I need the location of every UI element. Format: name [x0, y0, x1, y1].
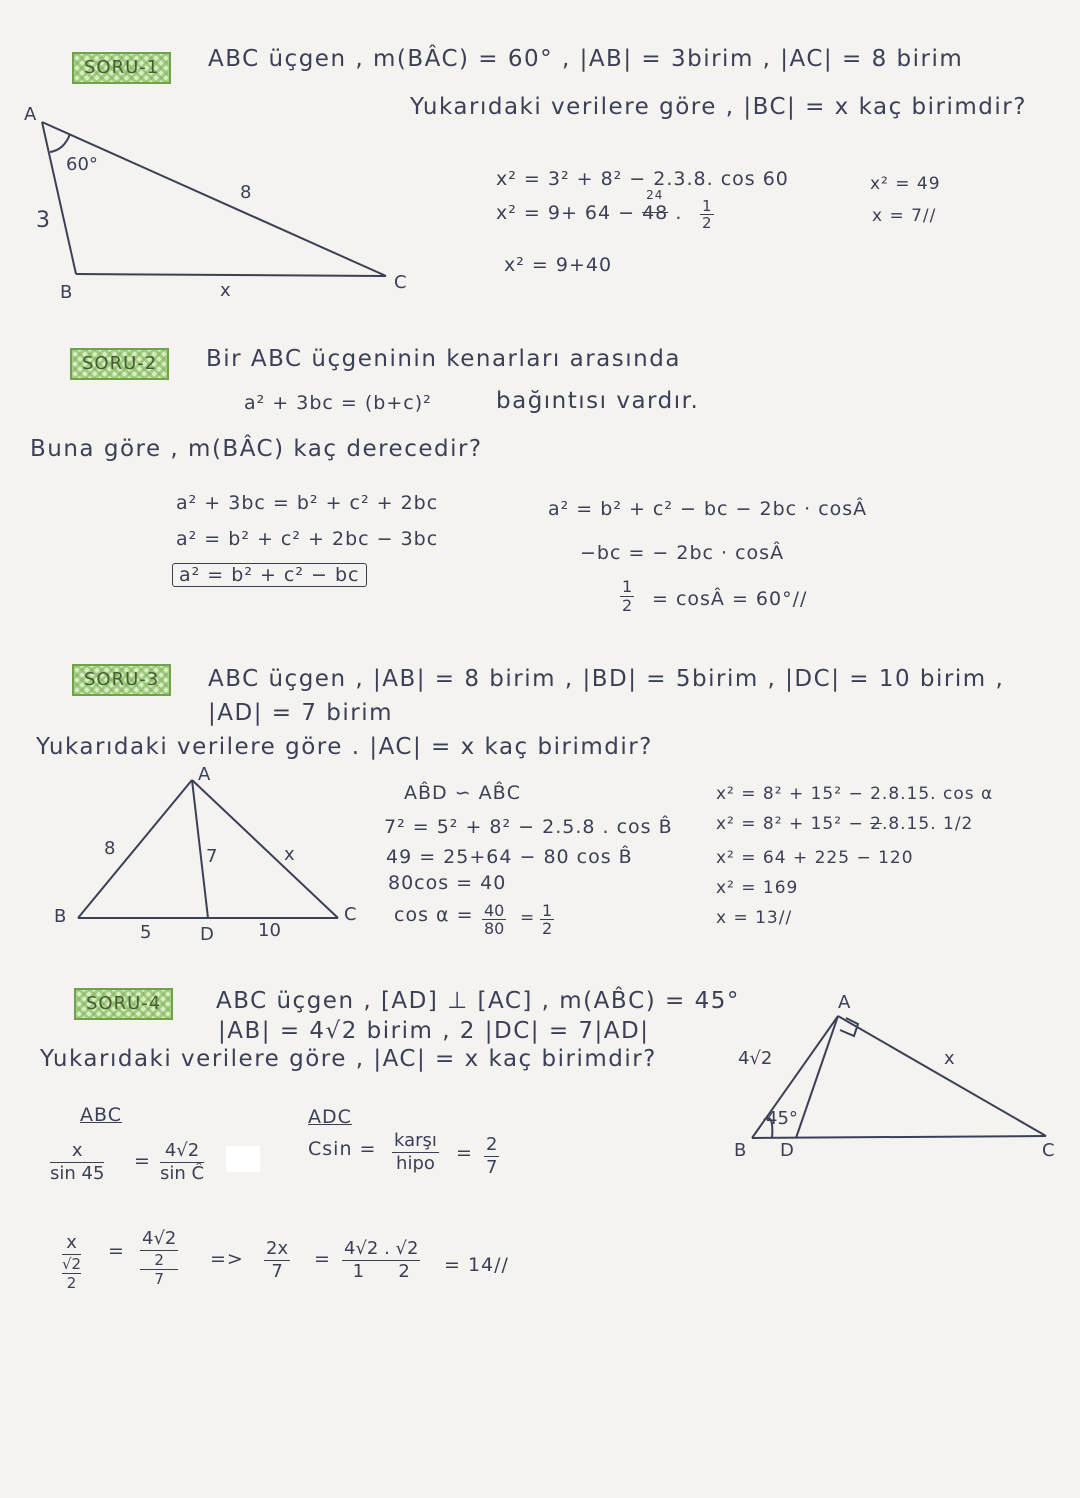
q1-angle-arc	[50, 134, 70, 152]
q3-question-line1b: |AD| = 7 birim	[208, 700, 394, 726]
q2-question-line2: bağıntısı vardır.	[496, 388, 700, 414]
q4-vertex-d: D	[780, 1140, 794, 1161]
q2-question-relation: a² + 3bc = (b+c)²	[244, 392, 432, 414]
q3-right-step4: x² = 169	[716, 878, 799, 898]
q4-segment-ad	[796, 1016, 838, 1138]
q1-tag: SORU-1	[72, 52, 171, 84]
q1-step3: x² = 9+40	[504, 254, 613, 276]
q1-question-line1: ABC üçgen , m(BÂC) = 60° , |AB| = 3birim , |AC| = 8 birim	[208, 46, 964, 72]
q4-bottom-fraction3: $\frac{2x}{7}$	[266, 1238, 289, 1282]
q3-right-step3: x² = 64 + 225 − 120	[716, 848, 914, 868]
q4-heading-abc: ABC	[80, 1104, 122, 1126]
q1-step2: x² = 9+ 64 − 48 24 .	[496, 188, 683, 224]
q2-step1: a² + 3bc = b² + c² + 2bc	[176, 492, 439, 514]
q1-result2: x = 7//	[872, 206, 937, 226]
q2-step2: a² = b² + c² + 2bc − 3bc	[176, 528, 439, 550]
q2-question-line1: Bir ABC üçgeninin kenarları arasında	[206, 346, 681, 372]
q1-side-ac	[42, 122, 386, 276]
q3-vertex-a: A	[198, 764, 211, 785]
q4-fraction4: $\frac{2}{7}$	[486, 1134, 498, 1178]
q4-bottom-fraction2: 4√2 2 7	[142, 1228, 177, 1288]
q2-step3-boxed: a² = b² + c² − bc	[172, 564, 367, 586]
q4-equals1: =	[134, 1150, 151, 1172]
q4-bottom-fraction4: $\frac{4√2 . √2}{1 2}$	[344, 1238, 419, 1282]
q2-tag: SORU-2	[70, 348, 169, 380]
q3-right-step1: x² = 8² + 15² − 2.8.15. cos α	[716, 784, 994, 804]
q1-side-ac-label: 8	[240, 182, 252, 203]
q3-vertex-c: C	[344, 904, 357, 925]
q4-equals2: =	[456, 1142, 473, 1164]
q3-side-dc-label: 10	[258, 920, 281, 941]
q3-vertex-b: B	[54, 906, 67, 927]
q1-result1: x² = 49	[870, 174, 941, 194]
q4-question-line2: Yukarıdaki verilere göre , |AC| = x kaç birimdir?	[40, 1046, 657, 1072]
q1-side-ab	[42, 122, 76, 274]
q1-side-ab-label: 3	[36, 208, 50, 233]
q4-question-line1: ABC üçgen , [AD] ⊥ [AC] , m(AB̂C) = 45°	[216, 988, 740, 1014]
q3-side-bd-label: 5	[140, 922, 152, 943]
q4-side-ac-label: x	[944, 1048, 955, 1069]
q4-bottom-result: = 14//	[444, 1254, 509, 1276]
q1-step1: x² = 3² + 8² − 2.3.8. cos 60	[496, 168, 789, 190]
q3-step5: cos α =	[394, 904, 474, 926]
q2-right-step2: −bc = − 2bc · cosÂ	[580, 542, 785, 564]
q4-fraction2: $\frac{4√2}{\text{sin Ĉ}}$	[160, 1140, 205, 1184]
q4-fraction1: $\frac{x}{\sin 45}$	[50, 1140, 105, 1184]
q2-right-fraction: $\frac{1}{2}$	[622, 577, 633, 615]
q2-right-step1: a² = b² + c² − bc − 2bc · cosÂ	[548, 498, 868, 520]
q4-fraction3: karşı hipo	[394, 1130, 437, 1174]
q4-angle-label: 45°	[766, 1108, 798, 1129]
q4-question-line1b: |AB| = 4√2 birim , 2 |DC| = 7|AD|	[218, 1018, 650, 1044]
q4-tag: SORU-4	[74, 988, 173, 1020]
q2-question-line3: Buna göre , m(BÂC) kaç derecedir?	[30, 436, 483, 462]
q3-tag: SORU-3	[72, 664, 171, 696]
q1-vertex-c: C	[394, 272, 407, 293]
paper-blot	[226, 1146, 260, 1172]
q3-vertex-d: D	[200, 924, 214, 945]
q3-side-ad-label: 7	[206, 846, 218, 867]
q3-question-line1: ABC üçgen , |AB| = 8 birim , |BD| = 5birim , |DC| = 10 birim ,	[208, 666, 1005, 692]
q3-side-ac-label: x	[284, 844, 295, 865]
q1-question-line2: Yukarıdaki verilere göre , |BC| = x kaç birimdir?	[410, 94, 1027, 120]
q3-side-ab-label: 8	[104, 838, 116, 859]
q4-vertex-c: C	[1042, 1140, 1055, 1161]
q3-step5-equals: =	[520, 908, 536, 928]
q2-right-step3: = cosÂ = 60°//	[652, 588, 808, 610]
q4-bottom-equals1: =	[108, 1240, 125, 1262]
q3-step2: 7² = 5² + 8² − 2.5.8 . cos B̂	[384, 816, 673, 838]
q1-triangle	[42, 122, 386, 276]
q4-bottom-equals2: =	[314, 1248, 331, 1270]
q1-vertex-a: A	[24, 104, 37, 125]
q3-right-step2: x² = 8² + 15² − 2.8.15. 1/2	[716, 814, 974, 834]
q1-step2-fraction: $\frac{1}{2}$	[702, 197, 712, 232]
q1-angle-label: 60°	[66, 154, 98, 175]
q3-question-line2: Yukarıdaki verilere göre . |AC| = x kaç birimdir?	[36, 734, 653, 760]
q3-step3: 49 = 25+64 − 80 cos B̂	[386, 846, 633, 868]
q1-side-bc-label: x	[220, 280, 231, 301]
q4-csin: Csin =	[308, 1138, 377, 1160]
q3-side-ab	[78, 780, 192, 918]
q1-side-bc	[76, 274, 386, 276]
q3-step4: 80cos = 40	[388, 872, 507, 894]
q4-side-ab-label: 4√2	[738, 1048, 773, 1069]
q3-right-step5: x = 13//	[716, 908, 793, 928]
q4-heading-adc: ADC	[308, 1106, 352, 1128]
q4-vertex-a: A	[838, 992, 851, 1013]
q3-step5-fraction2: $\frac{1}{2}$	[542, 901, 553, 938]
q4-bottom-arrow: =>	[210, 1248, 244, 1270]
q3-step1: AB̂D ∽ AB̂C	[404, 782, 521, 804]
q1-vertex-b: B	[60, 282, 73, 303]
q4-bottom-fraction1: x √2 2	[62, 1232, 82, 1292]
q4-vertex-b: B	[734, 1140, 747, 1161]
q4-side-ac	[838, 1016, 1046, 1136]
q3-step5-fraction1: $\frac{40}{80}$	[484, 901, 505, 938]
